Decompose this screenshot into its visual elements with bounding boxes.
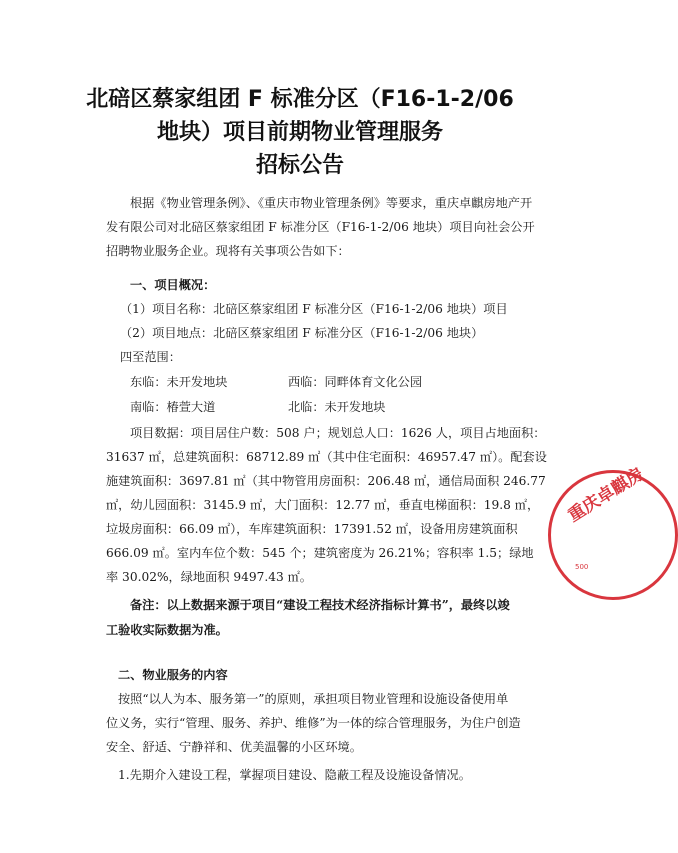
boundary-label: 四至范围： [120,350,181,364]
section-2-para-line: 按照“以人为本、服务第一”的原则，承担项目物业管理和设施设备使用单 [118,692,509,706]
title-line-2: 地块）项目前期物业管理服务 [156,120,443,145]
section-2-para-line: 位义务，实行“管理、服务、养护、维修”为一体的综合管理服务，为住户创造 [106,716,521,730]
section-2-item-1: 1.先期介入建设工程，掌握项目建设、隐蔽工程及设施设备情况。 [118,768,471,782]
intro-line-1: 根据《物业管理条例》、《重庆市物业管理条例》等要求，重庆卓麒房地产开 [130,196,533,210]
note-line-2: 工验收实际数据为准。 [106,623,228,637]
boundary-south: 南临：椿萱大道 [130,400,216,414]
section-2-para-line: 安全、舒适、宁静祥和、优美温馨的小区环境。 [106,740,362,754]
seal-text: 重庆卓麒房 [564,464,648,527]
project-data-line: ㎡，幼儿园面积：3145.9 ㎡，大门面积：12.77 ㎡，垂直电梯面积：19.8 ㎡， [106,498,540,512]
title-line-3: 招标公告 [255,153,344,178]
project-data-line: 31637 ㎡，总建筑面积：68712.89 ㎡（其中住宅面积：46957.47 ㎡）。配套设 [106,450,547,464]
project-name: （1）项目名称：北碚区蔡家组团 F 标准分区（F16-1-2/06 地块）项目 [120,302,508,316]
section-1-heading: 一、项目概况： [130,278,216,292]
section-2-heading: 二、物业服务的内容 [118,668,228,682]
note-line-1: 备注：以上数据来源于项目“建设工程技术经济指标计算书”，最终以竣 [130,598,510,612]
intro-line-2: 发有限公司对北碚区蔡家组团 F 标准分区（F16-1-2/06 地块）项目向社会公开 [106,220,535,234]
boundary-west: 西临：同畔体育文化公园 [288,375,423,389]
boundary-east: 东临：未开发地块 [130,375,228,389]
project-data-line: 666.09 ㎡。室内车位个数：545 个；建筑密度为 26.21%；容积率 1.5；绿地 [106,546,534,560]
project-location: （2）项目地点：北碚区蔡家组团 F 标准分区（F16-1-2/06 地块） [120,326,484,340]
intro-line-3: 招聘物业服务企业。现将有关事项公告如下： [106,244,350,258]
boundary-north: 北临：未开发地块 [288,400,386,414]
project-data-line: 率 30.02%，绿地面积 9497.43 ㎡。 [106,570,312,584]
title-line-1: 北碚区蔡家组团 F 标准分区（F16-1-2/06 [86,87,514,112]
project-data-line: 垃圾房面积：66.09 ㎡），车库建筑面积：17391.52 ㎡，设备用房建筑面积 [106,522,518,536]
project-data-line: 项目数据：项目居住户数：508 户；规划总人口：1626 人，项目占地面积： [130,426,546,440]
project-data-line: 施建筑面积：3697.81 ㎡（其中物管用房面积：206.48 ㎡，通信局面积 246.77 [106,474,546,488]
seal-number: 500 [575,563,589,571]
